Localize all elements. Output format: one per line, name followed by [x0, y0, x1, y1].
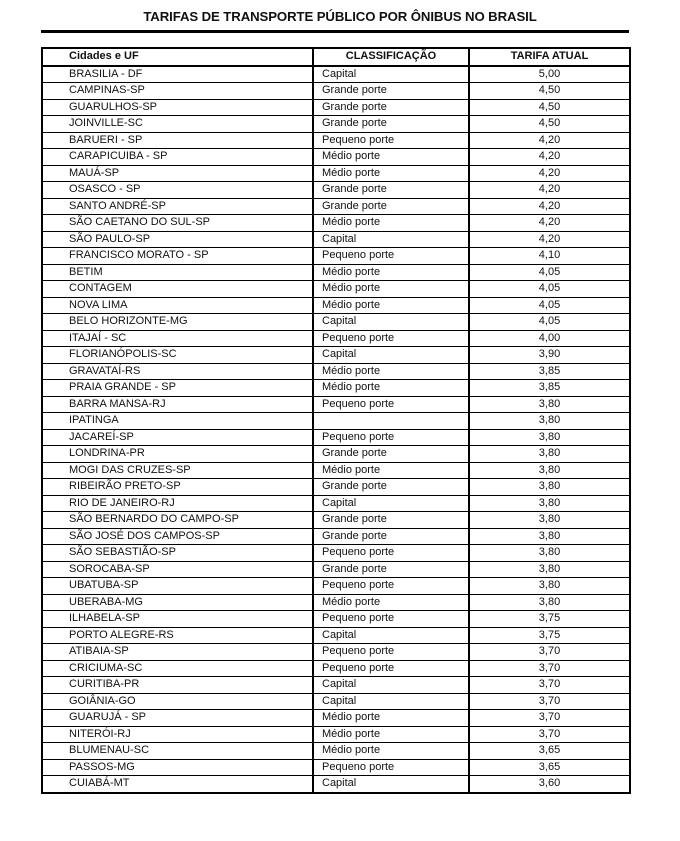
cell-fare: 3,80 — [469, 578, 630, 595]
table-row — [42, 66, 630, 83]
cell-fare: 3,80 — [469, 545, 630, 562]
cell-classification: Médio porte — [313, 363, 469, 380]
cell-fare: 3,80 — [469, 429, 630, 446]
table-row — [42, 776, 630, 793]
cell-city: SANTO ANDRÉ-SP — [42, 198, 313, 215]
cell-classification: Capital — [313, 776, 469, 793]
cell-city: CURITIBA-PR — [42, 677, 313, 694]
cell-city: SÃO JOSÉ DOS CAMPOS-SP — [42, 528, 313, 545]
cell-city: IPATINGA — [42, 413, 313, 430]
cell-classification: Médio porte — [313, 149, 469, 166]
cell-fare: 3,60 — [469, 776, 630, 793]
cell-city: BELO HORIZONTE-MG — [42, 314, 313, 331]
cell-classification: Grande porte — [313, 512, 469, 529]
table-row — [42, 380, 630, 397]
table-row — [42, 446, 630, 463]
table-header-row — [42, 48, 630, 66]
cell-fare: 3,80 — [469, 512, 630, 529]
cell-classification: Pequeno porte — [313, 330, 469, 347]
cell-city: PORTO ALEGRE-RS — [42, 627, 313, 644]
cell-fare: 3,80 — [469, 528, 630, 545]
cell-fare: 3,70 — [469, 644, 630, 661]
cell-classification: Pequeno porte — [313, 248, 469, 265]
cell-fare: 3,80 — [469, 462, 630, 479]
cell-city: SOROCABA-SP — [42, 561, 313, 578]
cell-classification: Médio porte — [313, 281, 469, 298]
cell-fare: 5,00 — [469, 66, 630, 83]
cell-city: ITAJAÍ - SC — [42, 330, 313, 347]
cell-fare: 4,05 — [469, 297, 630, 314]
cell-classification: Pequeno porte — [313, 429, 469, 446]
cell-classification: Capital — [313, 66, 469, 83]
cell-fare: 4,20 — [469, 215, 630, 232]
document-title: TARIFAS DE TRANSPORTE PÚBLICO POR ÔNIBUS NO BRASIL — [143, 9, 537, 24]
cell-city: RIBEIRÃO PRETO-SP — [42, 479, 313, 496]
cell-fare: 4,05 — [469, 314, 630, 331]
cell-fare: 3,80 — [469, 479, 630, 496]
table-row — [42, 248, 630, 265]
cell-classification: Capital — [313, 627, 469, 644]
cell-city: GOIÂNIA-GO — [42, 693, 313, 710]
cell-city: ATIBAIA-SP — [42, 644, 313, 661]
cell-city: PASSOS-MG — [42, 759, 313, 776]
cell-city: NITERÓI-RJ — [42, 726, 313, 743]
cell-city: BARUERI - SP — [42, 132, 313, 149]
cell-fare: 3,70 — [469, 693, 630, 710]
table-row — [42, 314, 630, 331]
cell-fare: 4,20 — [469, 132, 630, 149]
cell-classification: Grande porte — [313, 99, 469, 116]
cell-fare: 3,80 — [469, 561, 630, 578]
cell-fare: 4,50 — [469, 83, 630, 100]
cell-classification: Médio porte — [313, 264, 469, 281]
cell-fare: 3,70 — [469, 710, 630, 727]
table-row — [42, 743, 630, 760]
table-row — [42, 330, 630, 347]
cell-classification: Pequeno porte — [313, 396, 469, 413]
table-row — [42, 165, 630, 182]
cell-city: CRICIUMA-SC — [42, 660, 313, 677]
cell-city: CONTAGEM — [42, 281, 313, 298]
cell-city: GUARUJÁ - SP — [42, 710, 313, 727]
cell-fare: 3,75 — [469, 627, 630, 644]
table-row — [42, 116, 630, 133]
cell-fare: 3,70 — [469, 660, 630, 677]
table-row — [42, 660, 630, 677]
cell-fare: 4,05 — [469, 264, 630, 281]
cell-fare: 4,20 — [469, 198, 630, 215]
table-row — [42, 396, 630, 413]
cell-fare: 3,85 — [469, 380, 630, 397]
table-row — [42, 429, 630, 446]
table-row — [42, 677, 630, 694]
cell-city: RIO DE JANEIRO-RJ — [42, 495, 313, 512]
cell-classification: Médio porte — [313, 594, 469, 611]
cell-fare: 3,70 — [469, 726, 630, 743]
cell-city: OSASCO - SP — [42, 182, 313, 199]
cell-city: UBATUBA-SP — [42, 578, 313, 595]
cell-fare: 4,20 — [469, 182, 630, 199]
cell-classification: Médio porte — [313, 710, 469, 727]
cell-classification: Pequeno porte — [313, 578, 469, 595]
cell-classification: Médio porte — [313, 726, 469, 743]
cell-classification: Pequeno porte — [313, 759, 469, 776]
cell-classification: Grande porte — [313, 116, 469, 133]
cell-fare: 4,00 — [469, 330, 630, 347]
table-row — [42, 512, 630, 529]
cell-city: SÃO CAETANO DO SUL-SP — [42, 215, 313, 232]
cell-city: SÃO BERNARDO DO CAMPO-SP — [42, 512, 313, 529]
cell-city: BRASILIA - DF — [42, 66, 313, 83]
title-underline-rule — [41, 30, 629, 33]
cell-classification: Médio porte — [313, 165, 469, 182]
cell-fare: 4,20 — [469, 165, 630, 182]
table-row — [42, 627, 630, 644]
table-row — [42, 215, 630, 232]
cell-city: PRAIA GRANDE - SP — [42, 380, 313, 397]
table-row — [42, 413, 630, 430]
table-row — [42, 759, 630, 776]
table-row — [42, 363, 630, 380]
cell-classification: Capital — [313, 495, 469, 512]
cell-city: UBERABA-MG — [42, 594, 313, 611]
cell-city: ILHABELA-SP — [42, 611, 313, 628]
cell-classification: Capital — [313, 314, 469, 331]
cell-city: BLUMENAU-SC — [42, 743, 313, 760]
table-row — [42, 594, 630, 611]
cell-classification: Grande porte — [313, 446, 469, 463]
cell-classification: Grande porte — [313, 561, 469, 578]
cell-classification: Médio porte — [313, 743, 469, 760]
table-row — [42, 281, 630, 298]
table-row — [42, 561, 630, 578]
cell-classification: Médio porte — [313, 380, 469, 397]
cell-fare: 3,90 — [469, 347, 630, 364]
table-row — [42, 462, 630, 479]
cell-fare: 3,65 — [469, 759, 630, 776]
cell-classification: Capital — [313, 231, 469, 248]
table-row — [42, 693, 630, 710]
cell-fare: 3,80 — [469, 446, 630, 463]
table-row — [42, 347, 630, 364]
table-row — [42, 545, 630, 562]
cell-fare: 3,80 — [469, 594, 630, 611]
table-row — [42, 132, 630, 149]
cell-city: CARAPICUIBA - SP — [42, 149, 313, 166]
table-row — [42, 297, 630, 314]
cell-classification: Grande porte — [313, 83, 469, 100]
cell-city: NOVA LIMA — [42, 297, 313, 314]
column-header-fare: TARIFA ATUAL — [469, 48, 630, 66]
table-row — [42, 726, 630, 743]
table-row — [42, 611, 630, 628]
cell-classification: Capital — [313, 677, 469, 694]
cell-city: GRAVATAÍ-RS — [42, 363, 313, 380]
cell-fare: 3,85 — [469, 363, 630, 380]
table-row — [42, 495, 630, 512]
table-row — [42, 479, 630, 496]
cell-fare: 3,80 — [469, 413, 630, 430]
cell-fare: 4,20 — [469, 231, 630, 248]
cell-fare: 4,50 — [469, 99, 630, 116]
cell-fare: 3,75 — [469, 611, 630, 628]
cell-classification: Médio porte — [313, 215, 469, 232]
cell-classification: Capital — [313, 347, 469, 364]
cell-classification — [313, 413, 469, 430]
cell-city: FRANCISCO MORATO - SP — [42, 248, 313, 265]
column-header-classification: CLASSIFICAÇÃO — [313, 48, 469, 66]
table-row — [42, 182, 630, 199]
cell-classification: Pequeno porte — [313, 132, 469, 149]
table-row — [42, 578, 630, 595]
table-body — [42, 66, 630, 793]
cell-classification: Médio porte — [313, 297, 469, 314]
fares-table — [41, 47, 631, 794]
cell-city: SÃO SEBASTIÃO-SP — [42, 545, 313, 562]
cell-city: FLORIANÓPOLIS-SC — [42, 347, 313, 364]
cell-city: SÃO PAULO-SP — [42, 231, 313, 248]
cell-city: LONDRINA-PR — [42, 446, 313, 463]
cell-city: BETIM — [42, 264, 313, 281]
cell-fare: 4,10 — [469, 248, 630, 265]
cell-fare: 4,05 — [469, 281, 630, 298]
table-row — [42, 644, 630, 661]
cell-classification: Pequeno porte — [313, 545, 469, 562]
table-row — [42, 99, 630, 116]
cell-fare: 3,80 — [469, 396, 630, 413]
cell-classification: Grande porte — [313, 198, 469, 215]
table-row — [42, 83, 630, 100]
cell-city: CUIABÁ-MT — [42, 776, 313, 793]
cell-city: JACAREÍ-SP — [42, 429, 313, 446]
table-row — [42, 231, 630, 248]
cell-fare: 3,65 — [469, 743, 630, 760]
cell-city: JOINVILLE-SC — [42, 116, 313, 133]
cell-classification: Capital — [313, 693, 469, 710]
cell-classification: Médio porte — [313, 462, 469, 479]
cell-city: MOGI DAS CRUZES-SP — [42, 462, 313, 479]
cell-city: BARRA MANSA-RJ — [42, 396, 313, 413]
cell-classification: Grande porte — [313, 479, 469, 496]
column-header-city: Cidades e UF — [42, 48, 313, 66]
cell-classification: Pequeno porte — [313, 644, 469, 661]
cell-classification: Grande porte — [313, 528, 469, 545]
cell-fare: 3,70 — [469, 677, 630, 694]
cell-city: MAUÁ-SP — [42, 165, 313, 182]
cell-classification: Grande porte — [313, 182, 469, 199]
table-row — [42, 198, 630, 215]
table-row — [42, 710, 630, 727]
cell-fare: 4,20 — [469, 149, 630, 166]
table-row — [42, 528, 630, 545]
cell-fare: 3,80 — [469, 495, 630, 512]
table-row — [42, 149, 630, 166]
cell-fare: 4,50 — [469, 116, 630, 133]
cell-classification: Pequeno porte — [313, 611, 469, 628]
cell-classification: Pequeno porte — [313, 660, 469, 677]
cell-city: GUARULHOS-SP — [42, 99, 313, 116]
table-row — [42, 264, 630, 281]
cell-city: CAMPINAS-SP — [42, 83, 313, 100]
